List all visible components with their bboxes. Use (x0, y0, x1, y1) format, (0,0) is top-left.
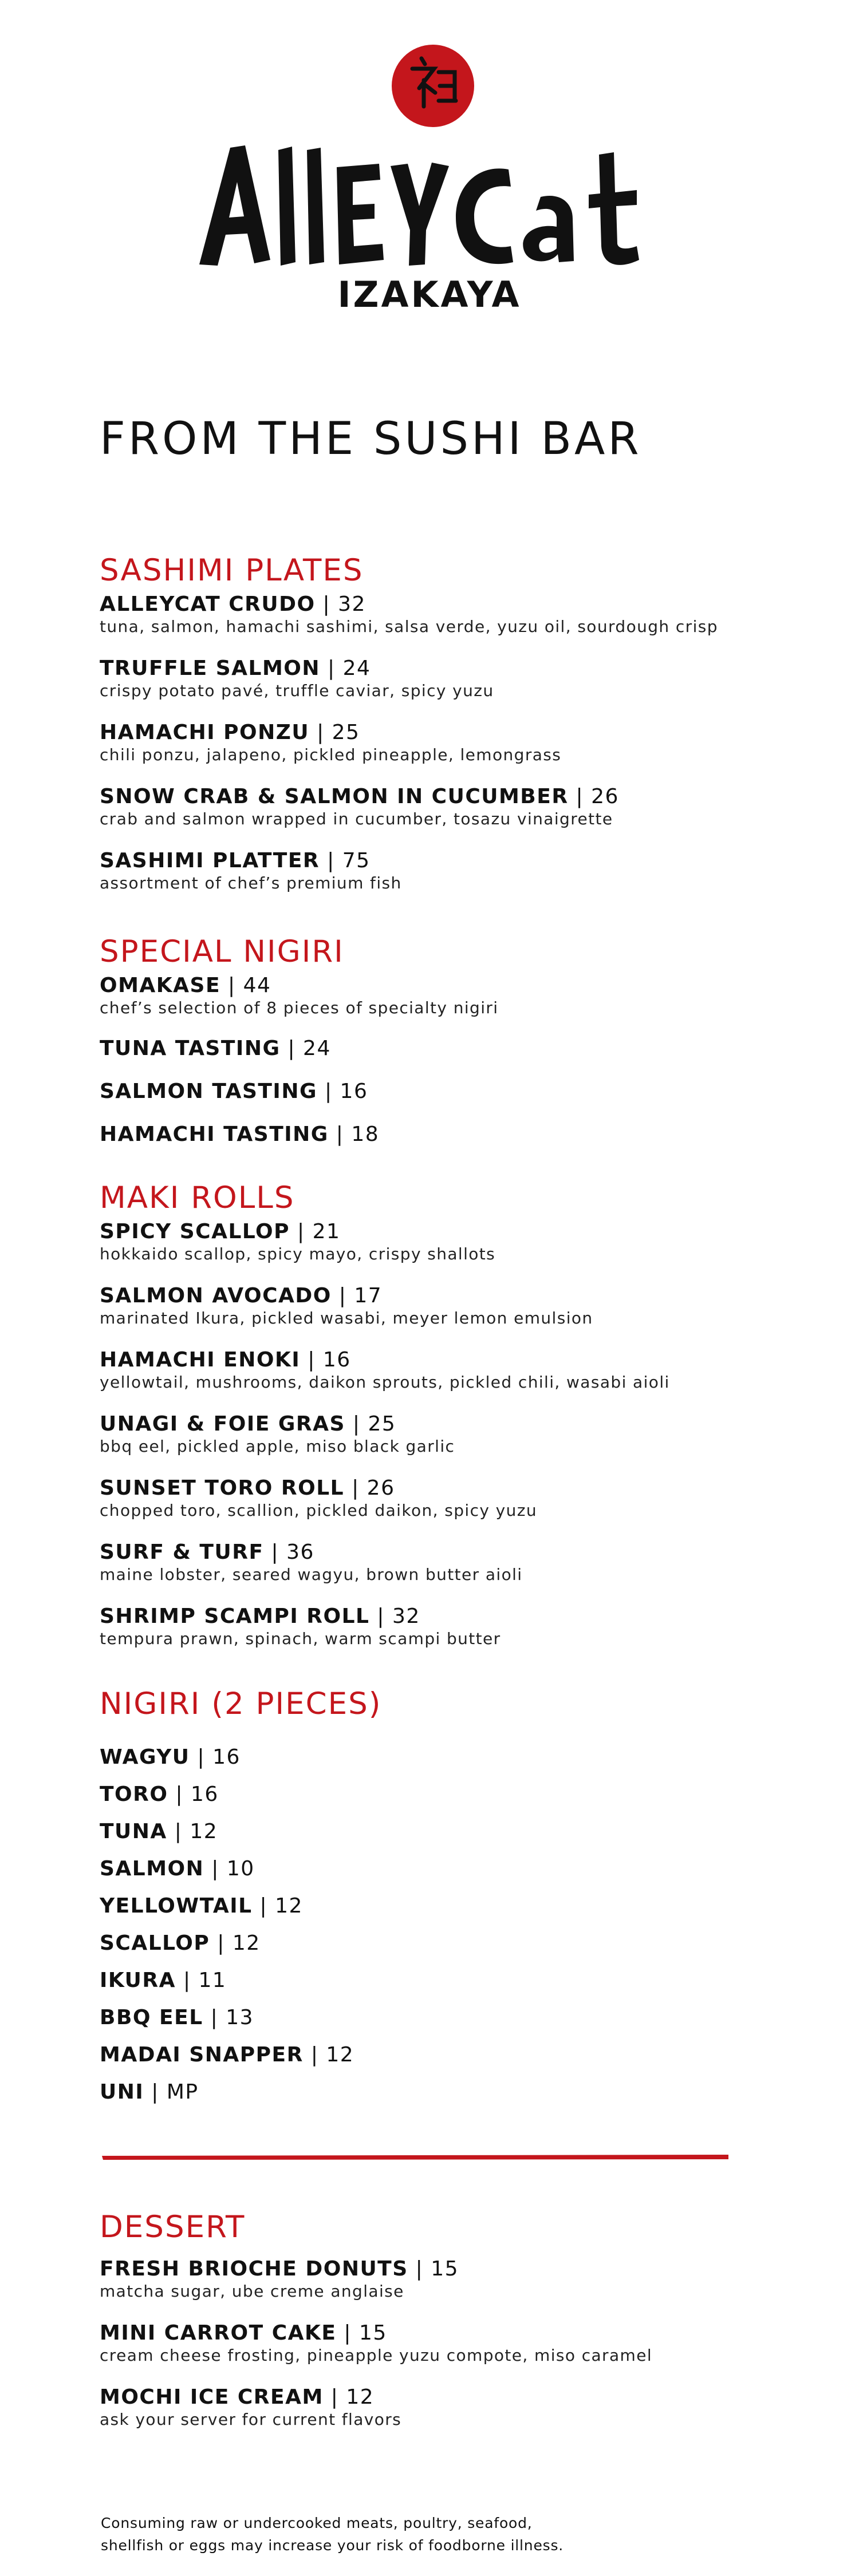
item-description: bbq eel, pickled apple, miso black garlic (100, 1437, 455, 1456)
item-price: 32 (338, 592, 366, 616)
red-seal-icon (392, 45, 474, 127)
menu-item: SPICY SCALLOP | 21 hokkaido scallop, spicy mayo, crispy shallots (100, 1219, 764, 1283)
item-description: assortment of chef’s premium fish (100, 874, 402, 892)
item-price: 16 (191, 1783, 219, 1806)
alleycat-wordmark (195, 137, 664, 269)
menu-item: WAGYU | 16 (100, 1745, 241, 1769)
item-description: chef’s selection of 8 pieces of specialty nigiri (100, 998, 499, 1017)
item-name: TORO (100, 1783, 168, 1806)
item-name: HAMACHI ENOKI (100, 1348, 301, 1372)
disclaimer-line: Consuming raw or undercooked meats, poultry, seafood, (101, 2515, 533, 2531)
item-description: matcha sugar, ube creme anglaise (100, 2282, 404, 2301)
item-price: 75 (342, 849, 371, 872)
item-price: 12 (232, 1931, 261, 1955)
section-sashimi-plates (100, 554, 764, 912)
menu-item: ALLEYCAT CRUDO | 32 tuna, salmon, hamachi sashimi, salsa verde, yuzu oil, sourdough crisp (100, 592, 764, 656)
item-name: TUNA TASTING (100, 1037, 281, 1060)
item-name: SASHIMI PLATTER (100, 849, 320, 872)
menu-item: MINI CARROT CAKE | 15 cream cheese frosting, pineapple yuzu compote, miso caramel (100, 2321, 764, 2385)
item-price: 16 (212, 1745, 241, 1769)
item-name: MOCHI ICE CREAM (100, 2385, 324, 2409)
menu-item: UNAGI & FOIE GRAS | 25 bbq eel, pickled apple, miso black garlic (100, 1412, 764, 1476)
item-price: 36 (286, 1540, 314, 1564)
item-price: 10 (226, 1857, 255, 1880)
item-name: SUNSET TORO ROLL (100, 1476, 345, 1500)
item-name: SALMON AVOCADO (100, 1284, 332, 1307)
item-description: tempura prawn, spinach, warm scampi butter (100, 1629, 501, 1648)
item-name: SHRIMP SCAMPI ROLL (100, 1605, 370, 1628)
item-price: 17 (354, 1284, 383, 1307)
item-price: 12 (326, 2043, 354, 2067)
item-name: UNI (100, 2080, 144, 2104)
menu-item: TUNA | 12 (100, 1820, 218, 1843)
item-name: SPICY SCALLOP (100, 1220, 290, 1243)
menu-item: SASHIMI PLATTER | 75 assortment of chef’s premium fish (100, 848, 764, 912)
item-name: YELLOWTAIL (100, 1894, 253, 1918)
item-name: SALMON (100, 1857, 204, 1880)
item-name: BBQ EEL (100, 2006, 203, 2029)
item-price: 13 (226, 2006, 254, 2029)
menu-item: HAMACHI ENOKI | 16 yellowtail, mushrooms, daikon sprouts, pickled chili, wasabi aioli (100, 1348, 764, 1412)
menu-item: SUNSET TORO ROLL | 26 chopped toro, scallion, pickled daikon, spicy yuzu (100, 1476, 764, 1540)
item-name: FRESH BRIOCHE DONUTS (100, 2257, 408, 2281)
item-name: IKURA (100, 1969, 176, 1992)
section-title: MAKI ROLLS (100, 1180, 295, 1215)
item-name: TRUFFLE SALMON (100, 657, 321, 680)
item-description: ask your server for current flavors (100, 2410, 402, 2429)
restaurant-logo (0, 0, 859, 321)
section-maki-rolls (100, 1182, 764, 1668)
menu-item: MADAI SNAPPER | 12 (100, 2043, 354, 2067)
item-name: SALMON TASTING (100, 1080, 317, 1103)
menu-item: YELLOWTAIL | 12 (100, 1894, 303, 1918)
item-name: ALLEYCAT CRUDO (100, 592, 316, 616)
menu-item: HAMACHI PONZU | 25 chili ponzu, jalapeno, pickled pineapple, lemongrass (100, 720, 764, 784)
item-price: 44 (243, 974, 271, 997)
item-name: SCALLOP (100, 1931, 210, 1955)
item-price: 32 (392, 1605, 420, 1628)
menu-item: IKURA | 11 (100, 1969, 227, 1992)
menu-item: SALMON AVOCADO | 17 marinated Ikura, pickled wasabi, meyer lemon emulsion (100, 1283, 764, 1348)
section-title: SASHIMI PLATES (100, 553, 364, 588)
section-title: NIGIRI (2 PIECES) (100, 1686, 382, 1721)
item-price: 16 (322, 1348, 351, 1372)
red-divider (101, 2154, 730, 2160)
section-nigiri (100, 1688, 764, 2117)
item-price: 12 (346, 2385, 375, 2409)
item-price: 24 (303, 1037, 331, 1060)
item-name: HAMACHI PONZU (100, 721, 310, 744)
item-name: MINI CARROT CAKE (100, 2321, 337, 2345)
item-name: SURF & TURF (100, 1540, 264, 1564)
item-name: UNAGI & FOIE GRAS (100, 1412, 345, 1436)
menu-item: SALMON TASTING | 16 (100, 1080, 368, 1103)
item-name: HAMACHI TASTING (100, 1123, 329, 1146)
item-price: 12 (275, 1894, 303, 1918)
item-description: chili ponzu, jalapeno, pickled pineapple, lemongrass (100, 745, 562, 764)
item-price: 11 (198, 1969, 227, 1992)
menu-item: BBQ EEL | 13 (100, 2006, 254, 2029)
section-title: SPECIAL NIGIRI (100, 934, 344, 969)
item-price: 15 (359, 2321, 387, 2345)
menu-item: HAMACHI TASTING | 18 (100, 1123, 380, 1146)
item-price: 25 (368, 1412, 396, 1436)
menu-item: TUNA TASTING | 24 (100, 1037, 331, 1060)
section-special-nigiri (100, 935, 764, 1165)
item-name: OMAKASE (100, 974, 221, 997)
menu-item: UNI | MP (100, 2080, 199, 2104)
menu-item: SHRIMP SCAMPI ROLL | 32 tempura prawn, spinach, warm scampi butter (100, 1604, 764, 1668)
item-description: hokkaido scallop, spicy mayo, crispy shallots (100, 1244, 496, 1263)
menu-item: FRESH BRIOCHE DONUTS | 15 matcha sugar, ube creme anglaise (100, 2257, 764, 2321)
item-price: 16 (340, 1080, 368, 1103)
page-title: FROM THE SUSHI BAR (100, 413, 642, 465)
item-price: 25 (332, 721, 360, 744)
item-description: tuna, salmon, hamachi sashimi, salsa verde, yuzu oil, sourdough crisp (100, 617, 718, 636)
menu-item: OMAKASE | 44 chef’s selection of 8 pieces of specialty nigiri (100, 973, 764, 1036)
item-price: 18 (351, 1123, 380, 1146)
item-price: 24 (342, 657, 371, 680)
item-price: 12 (190, 1820, 218, 1843)
neko-seal-glyph (392, 45, 474, 127)
item-name: SNOW CRAB & SALMON IN CUCUMBER (100, 785, 569, 808)
item-name: TUNA (100, 1820, 167, 1843)
menu-item: SALMON | 10 (100, 1857, 255, 1880)
item-price: 15 (431, 2257, 459, 2281)
section-dessert (100, 2211, 764, 2449)
menu-item: TORO | 16 (100, 1783, 219, 1806)
logo-subtitle: IZAKAYA (337, 274, 522, 315)
item-description: yellowtail, mushrooms, daikon sprouts, pickled chili, wasabi aioli (100, 1373, 670, 1392)
item-description: crispy potato pavé, truffle caviar, spicy yuzu (100, 681, 494, 700)
item-description: crab and salmon wrapped in cucumber, tosazu vinaigrette (100, 809, 613, 828)
item-price: 26 (591, 785, 619, 808)
menu-item: SNOW CRAB & SALMON IN CUCUMBER | 26 crab and salmon wrapped in cucumber, tosazu vinaigrette (100, 784, 764, 848)
item-description: marinated Ikura, pickled wasabi, meyer lemon emulsion (100, 1309, 593, 1327)
menu-item: SCALLOP | 12 (100, 1931, 261, 1955)
item-name: WAGYU (100, 1745, 190, 1769)
food-safety-disclaimer (101, 2512, 564, 2557)
section-title: DESSERT (100, 2210, 246, 2245)
item-name: MADAI SNAPPER (100, 2043, 304, 2067)
menu-item: TRUFFLE SALMON | 24 crispy potato pavé, truffle caviar, spicy yuzu (100, 656, 764, 720)
item-price: 26 (367, 1476, 395, 1500)
item-price: MP (166, 2080, 199, 2104)
item-description: cream cheese frosting, pineapple yuzu compote, miso caramel (100, 2346, 652, 2365)
item-price: 21 (312, 1220, 341, 1243)
item-description: chopped toro, scallion, pickled daikon, spicy yuzu (100, 1501, 538, 1520)
disclaimer-line: shellfish or eggs may increase your risk of foodborne illness. (101, 2537, 564, 2554)
menu-item: SURF & TURF | 36 maine lobster, seared wagyu, brown butter aioli (100, 1540, 764, 1604)
item-description: maine lobster, seared wagyu, brown butter aioli (100, 1565, 523, 1584)
menu-item: MOCHI ICE CREAM | 12 ask your server for current flavors (100, 2385, 764, 2449)
